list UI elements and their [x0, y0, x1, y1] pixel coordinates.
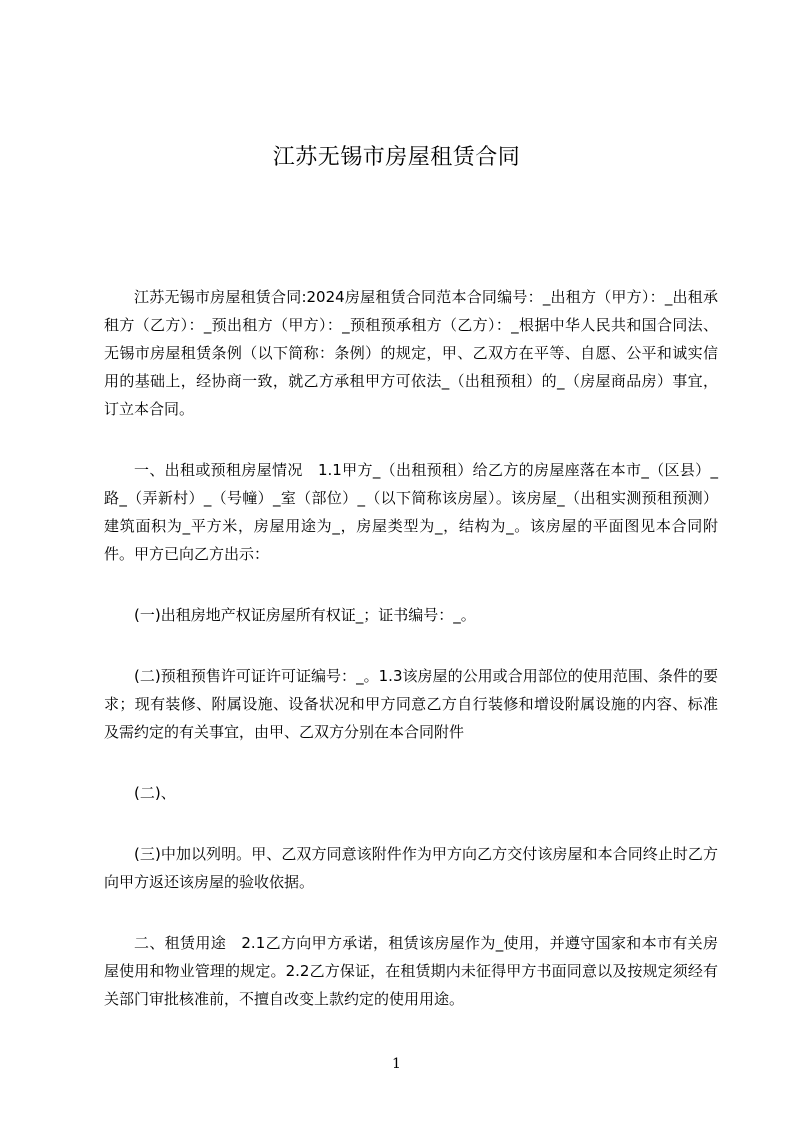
- page-number: 1: [392, 1056, 401, 1072]
- paragraph-section-1: 一、出租或预租房屋情况 1.1甲方_（出租预租）给乙方的房屋座落在本市_（区县）_路_（弄新村）_（号幢）_室（部位）_（以下简称该房屋）。该房屋_（出租实测预租预测）建筑面积为_平方米，房屋用途为_，房屋类型为_，结构为_。该房屋的平面图见本合同附件。甲方已向乙方出示：: [104, 461, 718, 563]
- paragraph-preamble: 江苏无锡市房屋租赁合同:2024房屋租赁合同范本合同编号：_出租方（甲方）：_出租承租方（乙方）：_预出租方（甲方）：_预租预承租方（乙方）：_根据中华人民共和国合同法、无锡市房屋租赁条例（以下简称：条例）的规定，甲、乙双方在平等、自愿、公平和诚实信用的基础上，经协商一致，就乙方承租甲方可依法_（出租预租）的_（房屋商品房）事宜，订立本合同。: [104, 288, 718, 418]
- paragraph-section-2: 二、租赁用途 2.1乙方向甲方承诺，租赁该房屋作为_使用，并遵守国家和本市有关房屋使用和物业管理的规定。2.2乙方保证，在租赁期内未征得甲方书面同意以及按规定须经有关部门审批核准前，不擅自改变上款约定的使用用途。: [104, 934, 718, 1008]
- paragraph-item-3: (三)中加以列明。甲、乙双方同意该附件作为甲方向乙方交付该房屋和本合同终止时乙方向甲方返还该房屋的验收依据。: [104, 845, 718, 891]
- document-title: 江苏无锡市房屋租赁合同: [272, 145, 521, 170]
- paragraph-item-2-cont: (二)、: [134, 784, 176, 802]
- document-body: [104, 283, 718, 1046]
- paragraph-item-1: (一)出租房地产权证房屋所有权证_；证书编号：_。: [134, 606, 476, 624]
- paragraph-item-2: (二)预租预售许可证许可证编号：_。1.3该房屋的公用或合用部位的使用范围、条件的要求；现有装修、附属设施、设备状况和甲方同意乙方自行装修和增设附属设施的内容、标准及需约定的有关事宜，由甲、乙双方分别在本合同附件: [104, 667, 718, 741]
